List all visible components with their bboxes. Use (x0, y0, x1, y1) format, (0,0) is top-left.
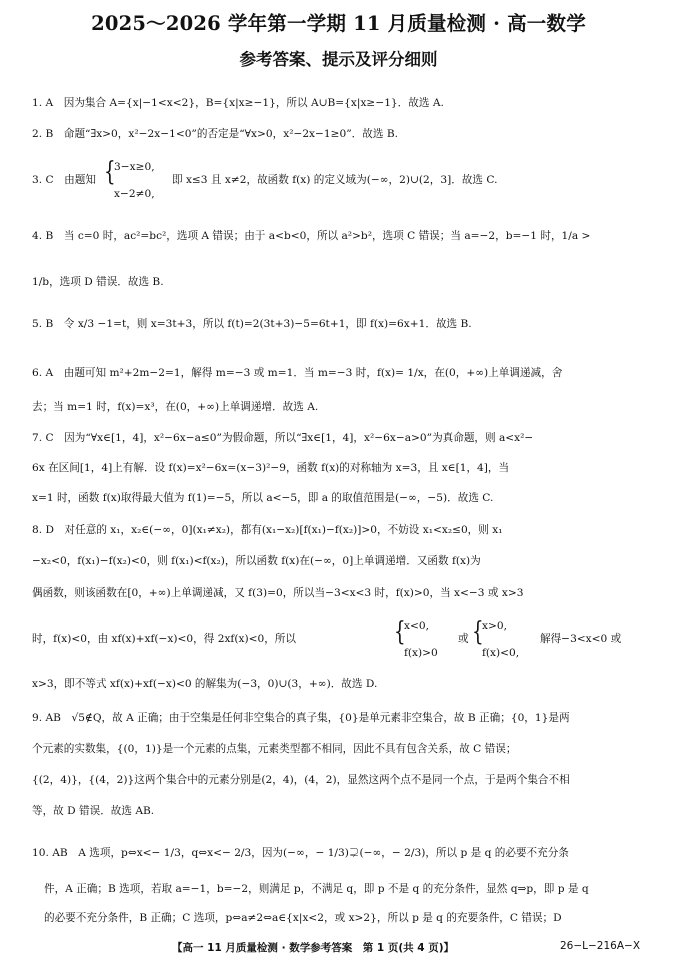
answer-3-rest: 即 x≤3 且 x≠2，故函数 f(x) 的定义域为(−∞，2)∪(2，3]．故选 C. (172, 174, 498, 186)
answer-8-line1: 8. D 对任意的 x₁，x₂∈(−∞，0](x₁≠x₂)，都有(x₁−x₂)[f(x₁)−f(x₂)]>0，不妨设 x₁<x₂≤0，则 x₁ (32, 524, 503, 536)
answer-3-lead: 3. C 由题知 (32, 174, 96, 186)
answer-4-line1: 4. B 当 c=0 时，ac²=bc²，选项 A 错误；由于 a<b<0，所以 a²>b²，选项 C 错误；当 a=−2，b=−1 时，1/a > (32, 230, 591, 242)
answer-9-line3: {(2，4)}，{(4，2)}这两个集合中的元素分别是(2，4)，(4，2)，显然这两个点不是同一个点，于是两个集合不相 (32, 774, 570, 786)
brace-icon: { (104, 157, 116, 187)
answer-8-line4-rest: 解得−3<x<0 或 (540, 633, 622, 645)
system-3-row2: x−2≠0, (114, 188, 155, 200)
answer-10-line1: 10. AB A 选项，p⇔x<− 1/3，q⇔x<− 2/3，因为(−∞，− 1/3)⊋(−∞，− 2/3)，所以 p 是 q 的必要不充分条 (32, 847, 569, 859)
system-3-row1: 3−x≥0, (114, 161, 155, 173)
answer-8-line3: 偶函数，则该函数在[0，+∞)上单调递减，又 f(3)=0，所以当−3<x<3 时，f(x)>0，当 x<−3 或 x>3 (32, 587, 524, 599)
answer-8-line4-lead: 时，f(x)<0，由 xf(x)+xf(−x)<0，得 2xf(x)<0，所以 (32, 633, 296, 645)
answer-10-line2: 件，A 正确；B 选项，若取 a=−1，b=−2，则满足 p，不满足 q，即 p 不是 q 的充分条件，显然 q⇒p，即 p 是 q (44, 883, 589, 895)
answer-9-line2: 个元素的实数集，{(0，1)}是一个元素的点集，元素类型都不相同，因此不具有包含关系，故 C 错误； (32, 743, 517, 755)
answer-6-line1: 6. A 由题可知 m²+2m−2=1，解得 m=−3 或 m=1．当 m=−3 时，f(x)= 1/x，在(0，+∞)上单调递减，舍 (32, 367, 563, 379)
answer-7-line1: 7. C 因为“∀x∈[1，4]，x²−6x−a≤0”为假命题，所以“∃x∈[1，4]，x²−6x−a>0”为真命题，则 a<x²− (32, 432, 534, 444)
system-8-or: 或 (458, 633, 469, 645)
page-subtitle: 参考答案、提示及评分细则 (239, 50, 438, 69)
system-8a-row2: f(x)>0 (404, 647, 438, 659)
page-title: 2025～2026 学年第一学期 11 月质量检测 · 高一数学 (91, 12, 586, 35)
answer-1: 1. A 因为集合 A={x|−1<x<2}，B={x|x≥−1}，所以 A∪B={x|x≥−1}．故选 A. (32, 97, 444, 109)
answer-4-line2: 1/b，选项 D 错误．故选 B. (32, 276, 164, 288)
answer-8-line5: x>3，即不等式 xf(x)+xf(−x)<0 的解集为(−3，0)∪(3，+∞)．故选 D. (32, 678, 378, 690)
answer-10-line3: 的必要不充分条件，B 正确；C 选项，p⇔a≠2⇔a∈{x|x<2，或 x>2}，所以 p 是 q 的充要条件，C 错误；D (44, 912, 562, 924)
system-8b-row2: f(x)<0, (482, 647, 520, 659)
answer-8-line2: −x₂<0，f(x₁)−f(x₂)<0，则 f(x₁)<f(x₂)，所以函数 f(x)在(−∞，0]上单调递增．又函数 f(x)为 (32, 555, 481, 567)
answer-7-line3: x=1 时，函数 f(x)取得最大值为 f(1)=−5，所以 a<−5，即 a 的取值范围是(−∞，−5)．故选 C. (32, 492, 494, 504)
answer-9-line4: 等，故 D 错误．故选 AB. (32, 805, 155, 817)
footer-page-info: 【高一 11 月质量检测 · 数学参考答案 第 1 页(共 4 页)】 (172, 942, 455, 954)
footer-code: 26−L−216A−X (560, 940, 641, 952)
brace-icon: { (472, 617, 484, 647)
brace-icon: { (394, 617, 406, 647)
answer-2: 2. B 命题“∃x>0，x²−2x−1<0”的否定是“∀x>0，x²−2x−1≥0”．故选 B. (32, 128, 398, 140)
answer-6-line2: 去；当 m=1 时，f(x)=x³，在(0，+∞)上单调递增．故选 A. (32, 401, 319, 413)
answer-7-line2: 6x 在区间[1，4]上有解．设 f(x)=x²−6x=(x−3)²−9，函数 f(x)的对称轴为 x=3，且 x∈[1，4]，当 (32, 462, 510, 474)
system-8b-row1: x>0, (482, 620, 507, 632)
answer-9-line1: 9. AB √5∉Q，故 A 正确；由于空集是任何非空集合的真子集，{0}是单元素非空集合，故 B 正确；{0，1}是两 (32, 712, 570, 724)
answer-5: 5. B 令 x/3 −1=t，则 x=3t+3，所以 f(t)=2(3t+3)−5=6t+1，即 f(x)=6x+1．故选 B. (32, 318, 472, 330)
system-8a-row1: x<0, (404, 620, 429, 632)
